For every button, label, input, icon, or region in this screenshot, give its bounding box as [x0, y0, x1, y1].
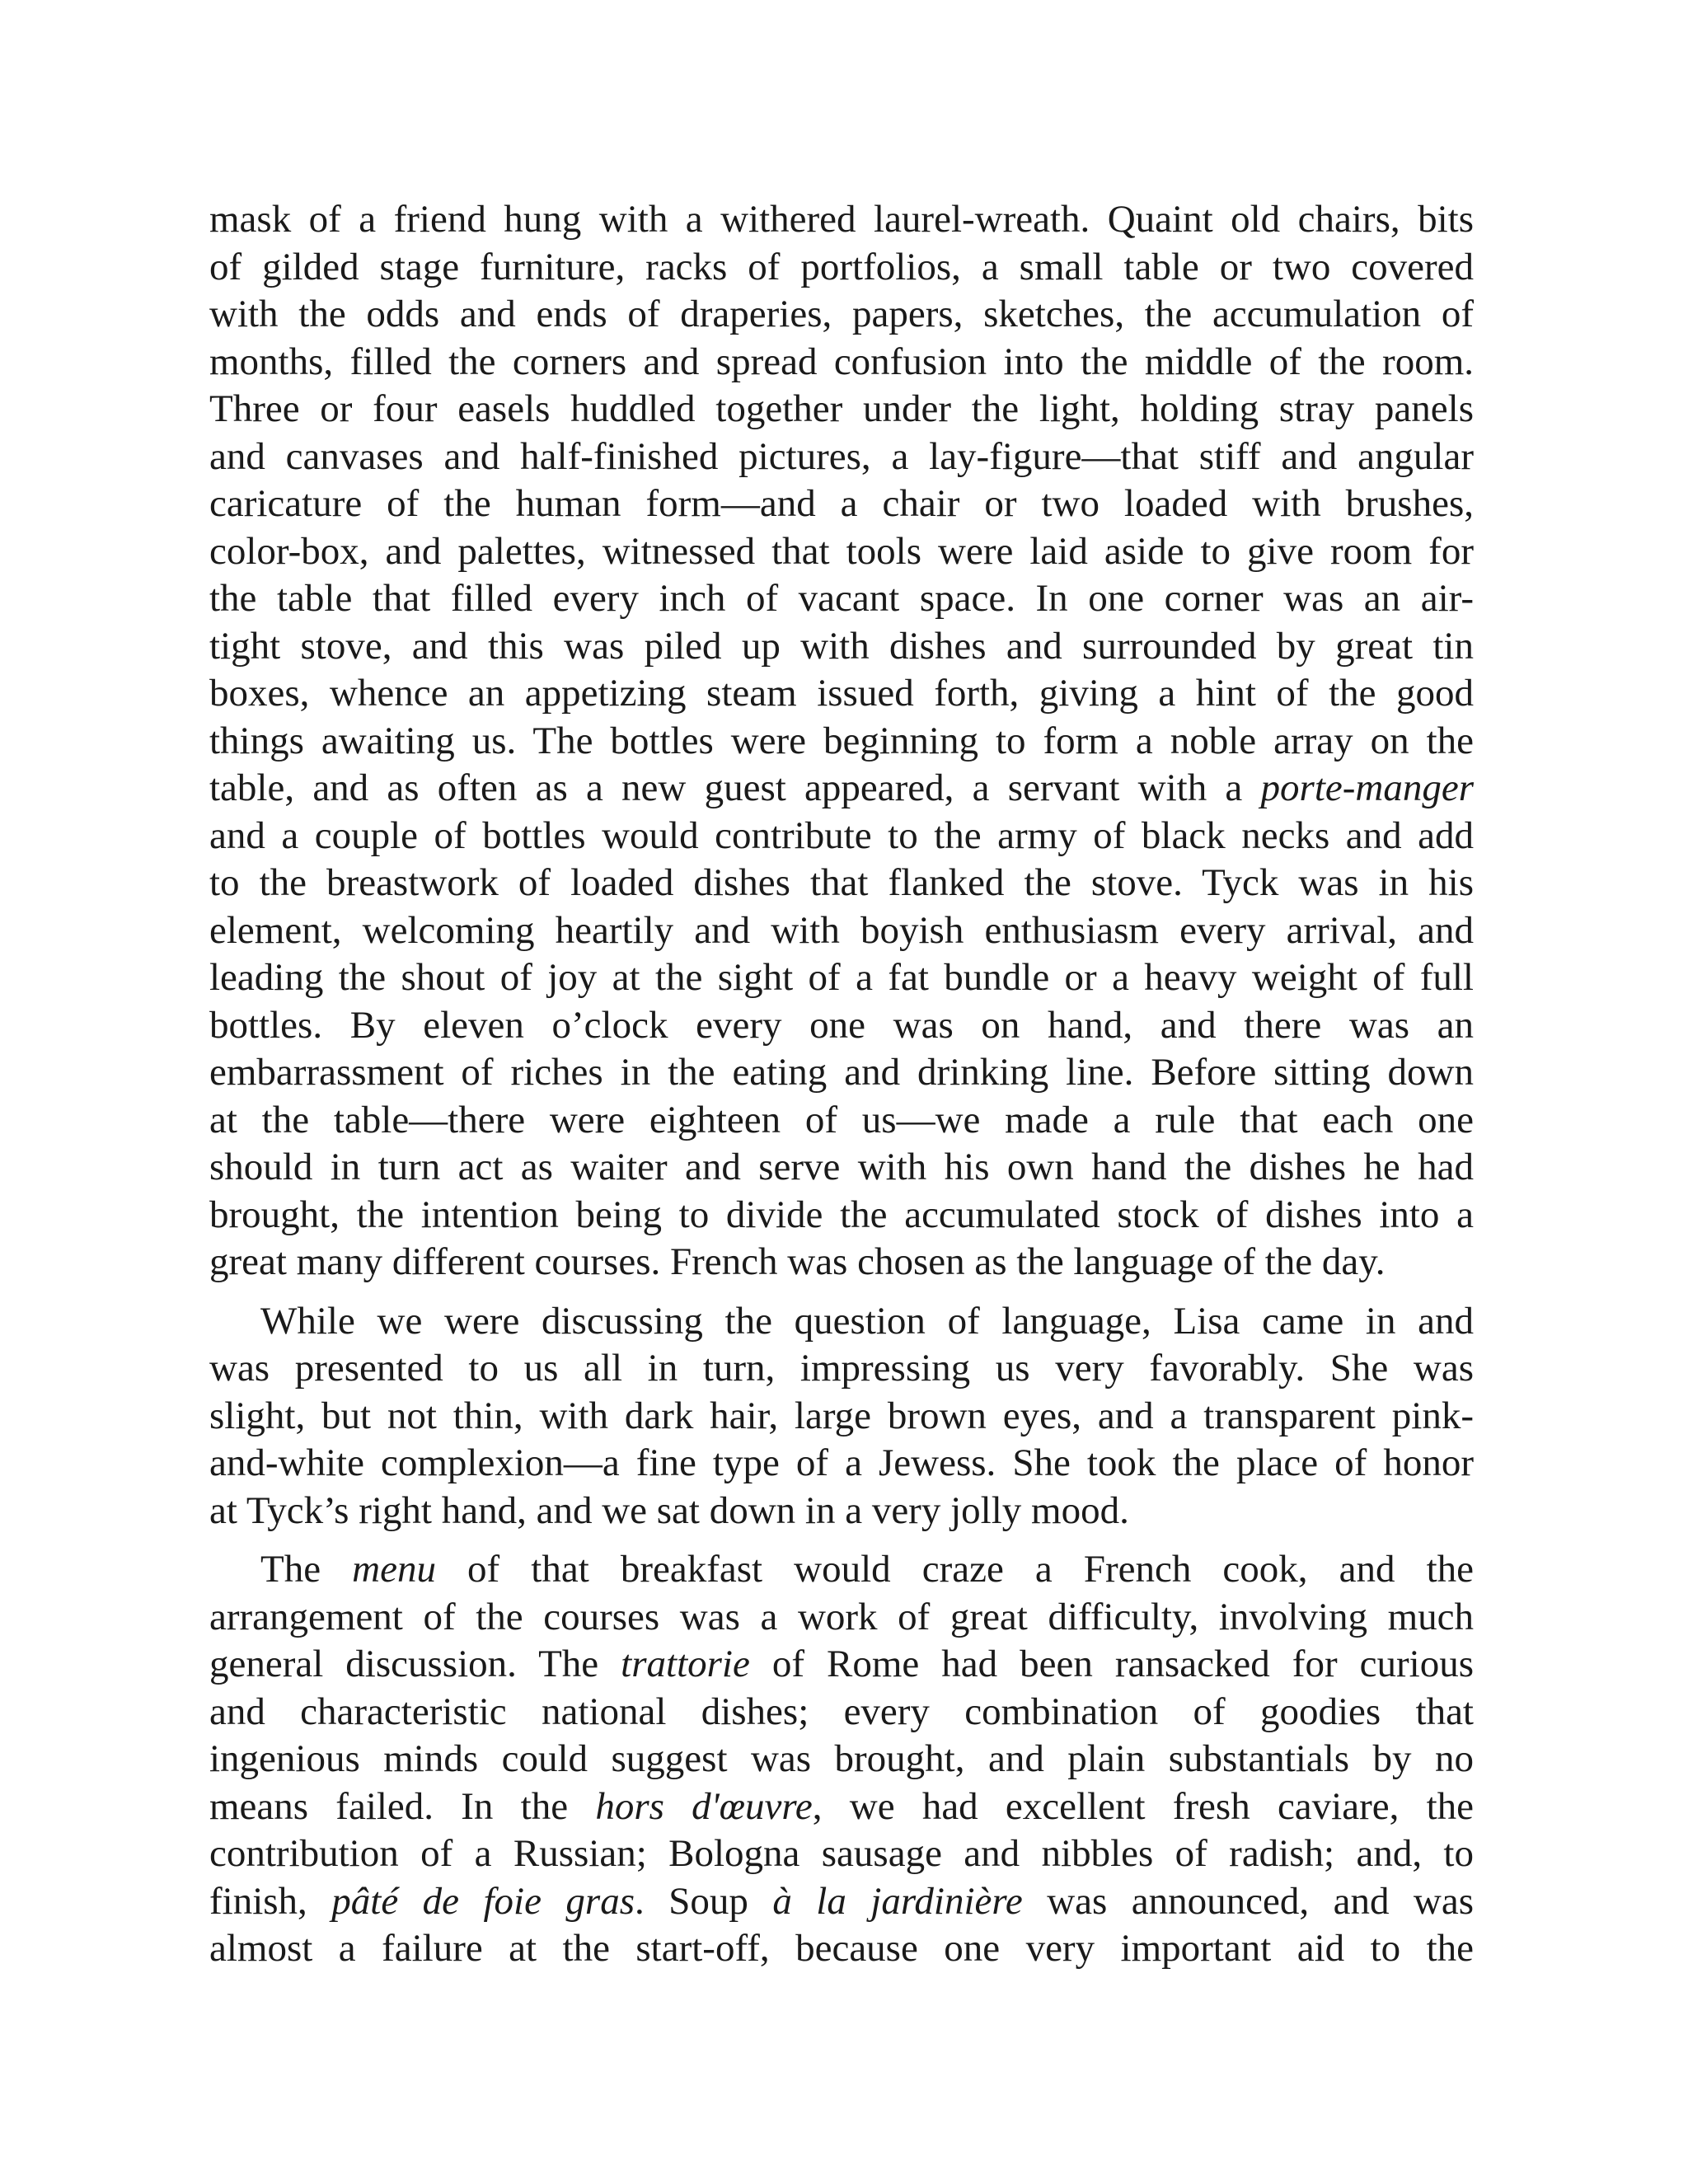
- text-line: While we were discussing the question of language, Lisa came in and: [260, 1299, 1474, 1343]
- text-line: to the breastwork of loaded dishes that flanked the stove. Tyck was in his: [209, 861, 1474, 904]
- italic-term-menu: menu: [352, 1548, 436, 1591]
- text-line: [209, 765, 1474, 813]
- paragraph-2: [209, 1298, 1474, 1535]
- text-line: brought, the intention being to divide the accumulated stock of dishes into a: [209, 1193, 1474, 1236]
- text-line: Three or four easels huddled together under the light, holding stray panels: [209, 387, 1474, 430]
- text-line: things awaiting us. The bottles were beginning to form a noble array on the: [209, 719, 1474, 762]
- text-line: at Tyck’s right hand, and we sat down in a very jolly mood.: [209, 1488, 1129, 1532]
- text-line: should in turn act as waiter and serve with his own hand the dishes he had: [209, 1146, 1474, 1188]
- text-line: embarrassment of riches in the eating and drinking line. Before sitting down: [209, 1051, 1474, 1094]
- page-text: [209, 196, 1474, 1973]
- text-line: almost a failure at the start-off, because one very important aid to the: [209, 1927, 1474, 1970]
- text-line: arrangement of the courses was a work of great difficulty, involving much: [209, 1595, 1474, 1638]
- text-line: the table that filled every inch of vacant space. In one corner was an air-: [209, 577, 1474, 620]
- text-line: [209, 1546, 1474, 1594]
- text-line: months, filled the corners and spread confusion into the middle of the room.: [209, 340, 1474, 383]
- text-line: ingenious minds could suggest was brought, and plain substantials by no: [209, 1737, 1474, 1780]
- text-line: caricature of the human form—and a chair or two loaded with brushes,: [209, 482, 1474, 525]
- text-line: of gilded stage furniture, racks of portfolios, a small table or two covered: [209, 245, 1474, 288]
- text-line: [209, 1641, 1474, 1689]
- text-line: with the odds and ends of draperies, papers, sketches, the accumulation of: [209, 293, 1474, 335]
- text-run: , we had excellent fresh caviare, the: [812, 1784, 1474, 1828]
- text-line: and canvases and half-finished pictures, a lay-figure—that stiff and angular: [209, 434, 1474, 478]
- text-run: table, and as often as a new guest appeared, a servant with a: [209, 766, 1261, 809]
- paragraph-3: [209, 1546, 1474, 1973]
- text-run: of Rome had been ransacked for curious: [749, 1643, 1474, 1685]
- text-line: at the table—there were eighteen of us—we made a rule that each one: [209, 1098, 1474, 1141]
- italic-term-trattorie: trattorie: [621, 1643, 750, 1685]
- text-line: [209, 1783, 1474, 1831]
- text-line: boxes, whence an appetizing steam issued forth, giving a hint of the good: [209, 672, 1474, 715]
- text-line: leading the shout of joy at the sight of a fat bundle or a heavy weight of full: [209, 956, 1474, 999]
- text-line: and a couple of bottles would contribute to the army of black necks and add: [209, 813, 1474, 857]
- italic-term-porte-manger: porte-manger: [1260, 766, 1474, 809]
- text-line: and characteristic national dishes; every combination of goodies that: [209, 1690, 1474, 1733]
- text-line: color-box, and palettes, witnessed that tools were laid aside to give room for: [209, 529, 1474, 573]
- italic-term-hors-doeuvre: hors d'œuvre: [595, 1784, 813, 1828]
- text-line: mask of a friend hung with a withered laurel-wreath. Quaint old chairs, bits: [209, 198, 1474, 241]
- text-line: tight stove, and this was piled up with dishes and surrounded by great tin: [209, 624, 1474, 668]
- text-run: . Soup: [635, 1879, 773, 1923]
- text-line: and-white complexion—a fine type of a Jewess. She took the place of honor: [209, 1441, 1474, 1484]
- text-run: general discussion. The: [209, 1643, 621, 1685]
- text-line: bottles. By eleven o’clock every one was on hand, and there was an: [209, 1003, 1474, 1047]
- italic-term-pate-de-foie-gras: pâté de foie gras: [331, 1879, 635, 1923]
- text-run: of that breakfast would craze a French cook, and the: [435, 1548, 1474, 1591]
- text-run: was announced, and was: [1022, 1879, 1474, 1923]
- text-run: finish,: [209, 1879, 332, 1923]
- text-run: means failed. In the: [209, 1784, 596, 1828]
- italic-term-a-la-jardiniere: à la jardinière: [772, 1879, 1023, 1923]
- text-line: contribution of a Russian; Bologna sausage and nibbles of radish; and, to: [209, 1832, 1474, 1875]
- text-line: was presented to us all in turn, impressing us very favorably. She was: [209, 1347, 1474, 1390]
- text-line: great many different courses. French was chosen as the language of the day.: [209, 1240, 1386, 1283]
- text-line: element, welcoming heartily and with boyish enthusiasm every arrival, and: [209, 908, 1474, 952]
- text-line: [209, 1878, 1474, 1926]
- paragraph-1: [209, 196, 1474, 1286]
- text-run: The: [260, 1548, 353, 1591]
- text-line: slight, but not thin, with dark hair, large brown eyes, and a transparent pink-: [209, 1394, 1474, 1437]
